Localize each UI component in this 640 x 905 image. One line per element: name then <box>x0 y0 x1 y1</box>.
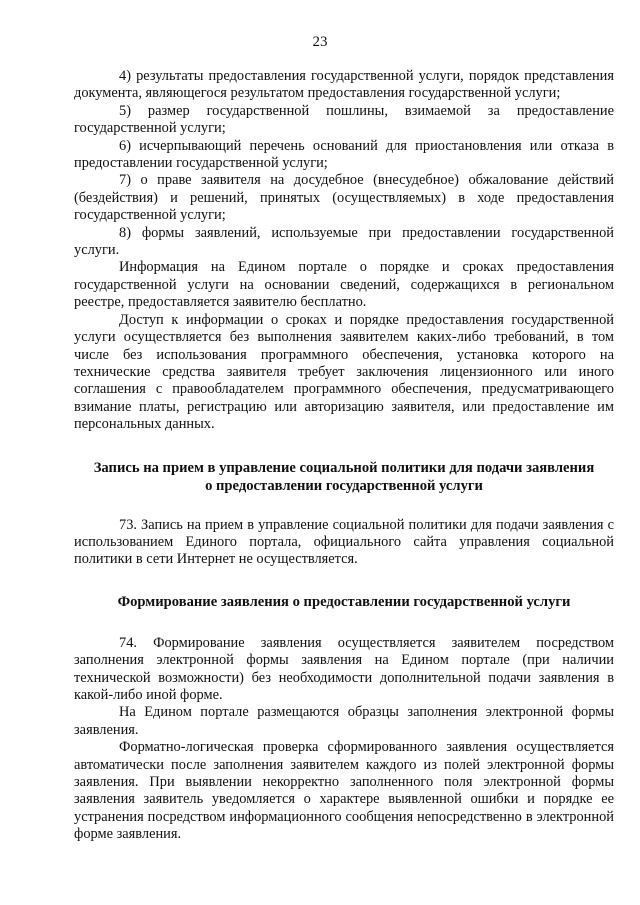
list-item-5: 5) размер государственной пошлины, взимаемой за предоставление государственной услуги; <box>74 102 614 137</box>
heading-line-1: Запись на прием в управление социальной политики для подачи заявления <box>93 459 595 476</box>
list-item-7: 7) о праве заявителя на досудебное (внесудебное) обжалование действий (бездействия) и решений, принятых (осуществляемых) в ходе предоставления государственной услуги; <box>74 172 614 224</box>
paragraph-73: 73. Запись на прием в управление социальной политики для подачи заявления с использованием Единого портала, официального сайта управления социальной политики в сети Интернет не осуществляется. <box>74 516 614 568</box>
list-item-8: 8) формы заявлений, используемые при предоставлении государственной услуги. <box>74 224 614 259</box>
page-number: 23 <box>312 34 328 50</box>
section-heading-appointment <box>74 459 614 495</box>
paragraph-74: 74. Формирование заявления осуществляется заявителем посредством заполнения электронной формы заявления на Едином портале (при наличии технической возможности) без необходимости дополнительной подачи заявления в какой-либо иной форме. <box>74 634 614 703</box>
list-item-6: 6) исчерпывающий перечень оснований для приостановления или отказа в предоставлении государственной услуги; <box>74 137 614 172</box>
list-item-4: 4) результаты предоставления государственной услуги, порядок представления документа, являющегося результатом предоставления государственной услуги; <box>74 68 614 102</box>
validation-paragraph: Форматно-логическая проверка сформированного заявления осуществляется автоматически после заполнения заявителем каждого из полей электронной формы заявления. При выявлении некорректно заполненного поля электронной формы заявления заявитель уведомляется о характере выявленной ошибки и порядке ее устранения посредством информационного сообщения непосредственно в электронной форме заявления. <box>74 739 614 843</box>
samples-paragraph: На Едином портале размещаются образцы заполнения электронной формы заявления. <box>74 704 614 738</box>
info-paragraph: Информация на Едином портале о порядке и сроках предоставления государственной услуги на основании сведений, содержащихся в региональном реестре, предоставляется заявителю бесплатно. <box>74 259 614 311</box>
access-paragraph: Доступ к информации о сроках и порядке предоставления государственной услуги осуществляется без выполнения заявителем каких-либо требований, в том числе без использования программного обеспечения, установка которого на технические средства заявителя требует заключения лицензионного или иного соглашения с правообладателем программного обеспечения, предусматривающего взимание платы, регистрацию или авторизацию заявителя, или предоставление им персональных данных. <box>74 311 614 433</box>
document-body <box>74 68 614 844</box>
heading-line-2: о предоставлении государственной услуги <box>205 477 483 494</box>
section-heading-application: Формирование заявления о предоставлении государственной услуги <box>117 593 571 610</box>
